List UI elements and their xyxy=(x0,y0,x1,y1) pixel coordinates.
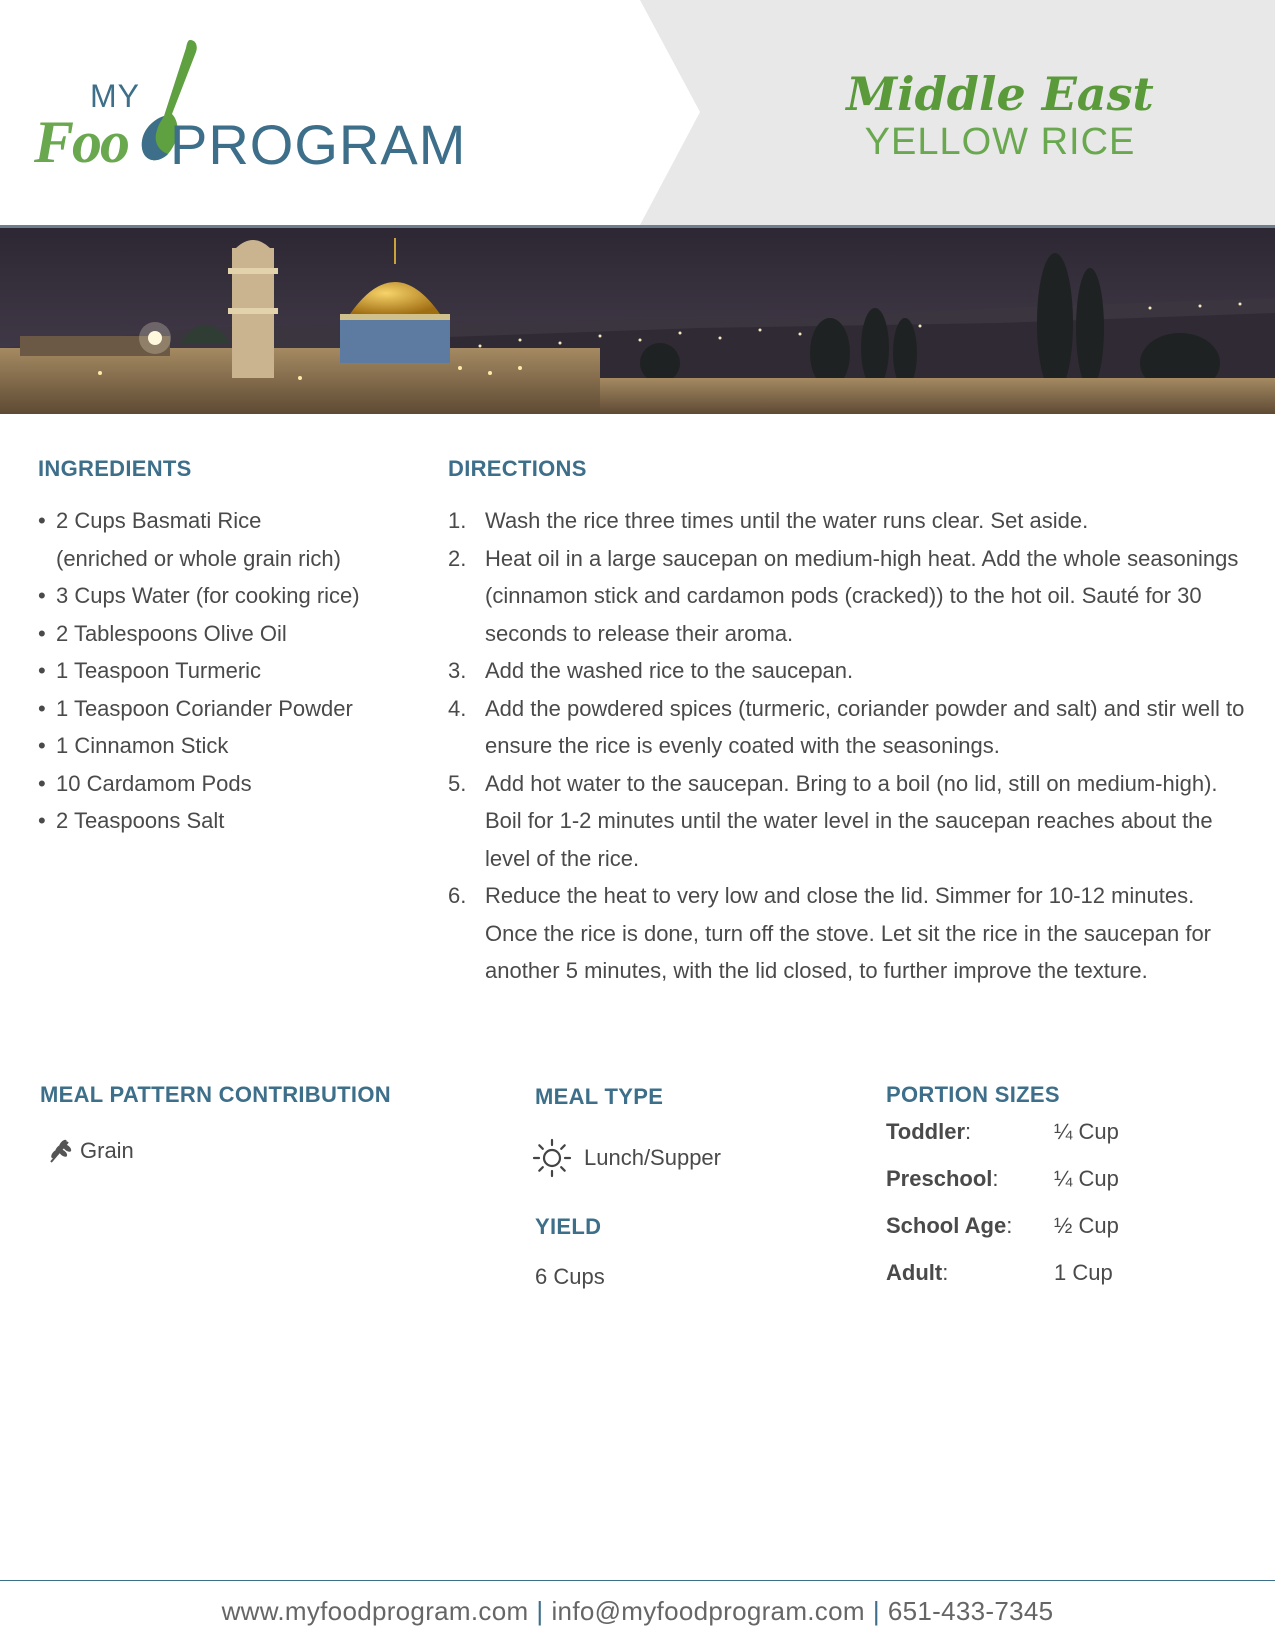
yield-value: 6 Cups xyxy=(535,1264,605,1289)
brand-logo xyxy=(34,36,504,176)
ingredient-text: 1 Teaspoon Turmeric xyxy=(56,658,262,683)
list-item: 5. Add hot water to the saucepan. Bring to a boil (no lid, still on medium-high). Boil for 1-2 minutes until the water level in the saucepan reaches about the level of the rice. xyxy=(448,770,1218,871)
list-item: • 2 Tablespoons Olive Oil xyxy=(38,620,287,646)
ingredients-heading: INGREDIENTS xyxy=(38,456,192,481)
direction-text: Heat oil in a large saucepan on medium-high heat. Add the whole seasonings (cinnamon stick and cardamon pods (cracked)) to the hot oil. Sauté for 30 seconds to release their aroma. xyxy=(485,545,1239,646)
directions-section xyxy=(448,456,1248,990)
banner-image xyxy=(0,228,1275,414)
list-item: • 2 Teaspoons Salt xyxy=(38,808,225,833)
page-footer xyxy=(0,1596,1275,1627)
portion-label: School Age xyxy=(886,1212,1007,1238)
portion-value: ¼ Cup xyxy=(1054,1165,1119,1191)
ingredient-line-1b: (enriched or whole grain rich) xyxy=(56,545,341,571)
meal-pattern-section xyxy=(40,1082,460,1164)
meal-pattern-heading: MEAL PATTERN CONTRIBUTION xyxy=(40,1082,391,1107)
meal-type-item xyxy=(530,1136,835,1180)
ingredient-text: 1 Cinnamon Stick xyxy=(56,733,229,758)
title-main: YELLOW RICE xyxy=(864,121,1136,163)
list-item: • 2 Cups Basmati Rice (enriched or whole grain rich) xyxy=(38,508,341,571)
list-item: 4. Add the powdered spices (turmeric, coriander powder and salt) and stir well to ensure the rice is evenly coated with the seasonings. xyxy=(448,695,1245,758)
ingredient-text: 3 Cups Water (for cooking rice) xyxy=(56,583,360,608)
meal-pattern-text: Grain xyxy=(80,1138,134,1163)
list-item: • 3 Cups Water (for cooking rice) xyxy=(38,583,360,608)
list-item: 6. Reduce the heat to very low and close the lid. Simmer for 10-12 minutes. Once the rice is done, turn off the stove. Let sit the rice in the saucepan for another 5 minutes, with the lid closed, to further improve the texture. xyxy=(448,883,1212,983)
ingredient-text: 2 Teaspoons Salt xyxy=(56,808,225,833)
logo-my-text: MY xyxy=(90,78,140,114)
list-item: 1. Wash the rice three times until the water runs clear. Set aside. xyxy=(448,508,1089,533)
footer-website-link[interactable]: www.myfoodprogram.com xyxy=(221,1596,529,1626)
logo-food-text: Foo xyxy=(34,109,129,175)
footer-email-link[interactable]: info@myfoodprogram.com xyxy=(551,1596,865,1626)
list-item: 3. Add the washed rice to the saucepan. xyxy=(448,658,854,683)
footer-phone: 651-433-7345 xyxy=(887,1596,1054,1626)
ingredient-line-1: 2 Cups Basmati Rice xyxy=(56,508,262,533)
recipe-title xyxy=(800,68,1200,164)
meal-type-text: Lunch/Supper xyxy=(584,1145,721,1170)
ingredients-section xyxy=(38,456,418,840)
footer-separator: | xyxy=(536,1596,544,1626)
portion-label: Toddler xyxy=(886,1118,966,1144)
portion-sizes-heading: PORTION SIZES xyxy=(886,1082,1060,1107)
logo-program-text: PROGRAM xyxy=(170,113,467,176)
list-item: • 1 Teaspoon Turmeric xyxy=(38,658,262,683)
portion-value: ½ Cup xyxy=(1054,1212,1119,1238)
portion-label: Preschool xyxy=(886,1165,993,1191)
direction-text: Wash the rice three times until the water runs clear. Set aside. xyxy=(485,508,1089,533)
directions-list xyxy=(448,502,1248,990)
page-header xyxy=(0,0,1275,225)
portion-value: 1 Cup xyxy=(1054,1259,1113,1285)
footer-divider xyxy=(0,1580,1275,1581)
portion-sizes-section xyxy=(886,1082,1246,1296)
wheat-icon xyxy=(48,1138,72,1164)
ingredients-list xyxy=(38,502,418,840)
portion-row: Toddler: ¼ Cup xyxy=(886,1118,1119,1144)
title-script: Middle East xyxy=(846,67,1154,121)
portion-row: Preschool: ¼ Cup xyxy=(886,1165,1119,1191)
directions-heading: DIRECTIONS xyxy=(448,456,587,481)
footer-separator: | xyxy=(872,1596,880,1626)
portion-row: School Age: ½ Cup xyxy=(886,1212,1119,1238)
list-item: • 10 Cardamom Pods xyxy=(38,770,252,796)
ingredient-text: 2 Tablespoons Olive Oil xyxy=(56,620,287,646)
list-item: 2. Heat oil in a large saucepan on medium-high heat. Add the whole seasonings (cinnamon stick and cardamon pods (cracked)) to the hot oil. Sauté for 30 seconds to release their aroma. xyxy=(448,545,1239,646)
portion-value: ¼ Cup xyxy=(1054,1118,1119,1144)
direction-text: Reduce the heat to very low and close the lid. Simmer for 10-12 minutes. Once the rice is done, turn off the stove. Let sit the rice in the saucepan for another 5 minutes, with the lid closed, to further improve the texture. xyxy=(485,883,1212,983)
ingredient-text: 10 Cardamom Pods xyxy=(56,770,252,796)
meal-type-section xyxy=(535,1084,835,1290)
meal-pattern-item xyxy=(48,1138,460,1164)
list-item: • 1 Teaspoon Coriander Powder xyxy=(38,695,353,721)
yield-heading: YIELD xyxy=(535,1214,602,1239)
portion-label: Adult xyxy=(886,1259,943,1285)
portion-row: Adult: 1 Cup xyxy=(886,1259,1113,1285)
direction-text: Add the powdered spices (turmeric, coriander powder and salt) and stir well to ensure the rice is evenly coated with the seasonings. xyxy=(485,695,1245,758)
list-item: • 1 Cinnamon Stick xyxy=(38,733,229,758)
jerusalem-skyline-illustration xyxy=(0,228,1275,414)
meal-type-heading: MEAL TYPE xyxy=(535,1084,664,1109)
direction-text: Add hot water to the saucepan. Bring to a boil (no lid, still on medium-high). Boil for 1-2 minutes until the water level in the saucepan reaches about the level of the rice. xyxy=(485,770,1218,871)
direction-text: Add the washed rice to the saucepan. xyxy=(485,658,854,683)
sun-icon xyxy=(530,1136,574,1180)
ingredient-text: 1 Teaspoon Coriander Powder xyxy=(56,695,353,721)
